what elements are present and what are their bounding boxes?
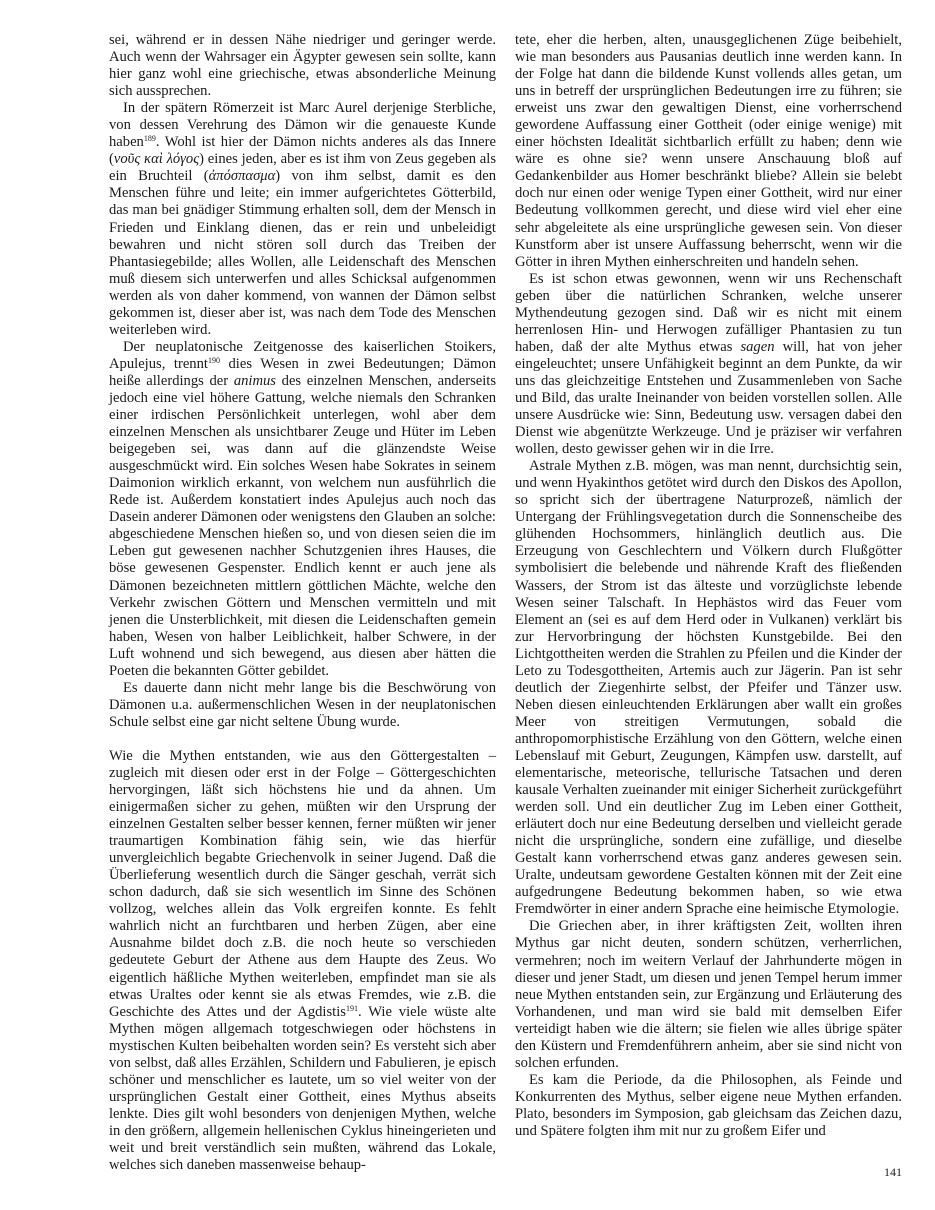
italic-text: sagen [740,338,775,355]
paragraph: Es kam die Periode, da die Philosophen, als Feinde und Konkurrenten des Mythus, selber eigene neue Mythen erfanden. Plato, besonders im Symposion, gab gleichsam das Zeichen dazu, und Spätere folgten ihm mit nur zu großem Eifer und [515,1071,902,1139]
page-number: 141 [884,1165,902,1179]
paragraph: Wie die Mythen entstanden, wie aus den Göttergestalten – zugleich mit diesen oder erst in der Folge – Göttergeschichten hervorgingen, läßt sich höchstens hie und da ahnen. Um einigermaßen sicher zu gehen, müßten wir den Ursprung der einzelnen Gestalten selber besser kennen, ferner müßten wir jener traumartigen Kombination fähig sein, wie das hierfür unvergleichlich begabte Griechenvolk in seiner Jugend. Daß die Überlieferung wesentlich durch die Sänger geschah, verrät sich schon dadurch, daß sie sich wesentlich im Sinne des Schönen vollzog, welches allein das Volk ergreifen konnte. Es fehlt wahrlich nicht an furchtbaren und herben Zügen, aber eine Ausnahme bildet doch z.B. die noch heute so verschieden gedeutete Geburt der Athene aus dem Haupte des Zeus. Wo eigentlich häßliche Mythen weiterleben, empfindet man sie als etwas Uraltes oder kennt sie als etwas Fremdes, wie z.B. die Geschichte des Attes und der Agdistis$^{191}$. Wie viele wüste alte Mythen mögen allgemach totgeschwiegen oder höchstens in mystischen Kulten beibehalten worden sein? Es versteht sich aber von selbst, daß alles Erzählen, Schildern und Fabulieren, je episch schöner und menschlicher es lautete, um so viel weiter von der ursprünglichen Gestalt einer Gottheit, eines Mythus abseits lenkte. Dies gilt wohl besonders von denjenigen Mythen, welche in den größern, allgemein hellenischen Cyklus hineingerieten und weit und breit verständlich sein mußten, während das Lokale, welches sich daneben massenweise behaup- [109,747,496,1174]
paragraph: Es dauerte dann nicht mehr lange bis die Beschwörung von Dämonen u.a. außermenschlichen Wesen in der neuplatonischen Schule selbst eine gar nicht seltene Übung wurde. [109,679,496,730]
italic-text: animus [233,372,276,389]
footnote-ref: 189 [143,134,156,144]
paragraph: In der spätern Römerzeit ist Marc Aurel derjenige Sterbliche, von dessen Verehrung des Dämon wir die genaueste Kunde haben$^{189}$. Wohl ist hier der Dämon nichts anderes als das Innere (νοῦς καὶ λόγος) eines jeden, aber es ist ihm von Zeus gegeben als ein Bruchteil (ἀπόσπασμα) von ihm selbst, damit es den Menschen führe und leite; ein immer aufgerichtetes Götterbild, das man bei gnädiger Stimmung erhalten soll, dem der Mensch in Frieden und Einklang dienen, das er rein und unbeleidigt bewahren und nicht stören soll durch das Treiben der Phantasiegebilde; alles Wollen, alle Leidenschaft des Menschen muß diesem sich unterwerfen und alles Schicksal aufgenommen werden als von daher kommend, von wannen der Dämon selbst gekommen ist, dieser aber ist, was nach dem Tode des Menschen weiterleben wird. [109,100,496,338]
italic-text: ἀπόσπασμα [208,168,276,185]
paragraph: tete, eher die herben, alten, unausgeglichenen Züge beibehielt, wie man besonders aus Pausanias deutlich inne werden kann. In der Folge hat dann die bildende Kunst vollends alles getan, um uns in betreff der ursprünglichen Bedeutungen irre zu führen; sie erweist uns zwar den gewaltigen Dienst, eine vorherrschend gewordene Auffassung einer Gottheit (oder einige wenige) mit einer höchsten Idealität sichtbarlich erfüllt zu haben; denn wie wäre es ohne sie? wenn unsere Anschauung bloß auf Gedankenbilder aus Homer beschränkt bliebe? Allein sie belebt doch nur einen oder wenige Typen einer Gottheit, wird nur einer Bedeutung vollkommen gerecht, und diese wird viel eher eine sehr abgeleitete als eine ursprüngliche gewesen sein. Von dieser Kunstform aber ist unsere Auffassung beherrscht, wenn wir die Götter in ihren Mythen einherschreiten und handeln sehen. [515,32,902,270]
paragraph: Der neuplatonische Zeitgenosse des kaiserlichen Stoikers, Apulejus, trennt$^{190}$ dies Wesen in zwei Bedeutungen; Dämon heiße allerdings der animus des einzelnen Menschen, anderseits jedoch eine viel höhere Gattung, welche niemals den Schranken einer irdischen Persönlichkeit unterlegen, wohl aber dem einzelnen Menschen als unsichtbarer Zeuge und Hüter im Leben beigegeben sei, was dann auf die glänzendste Weise ausgeschmückt wird. Ein solches Wesen habe Sokrates in seinem Daimonion wirklich erkannt, von welchem nun ausführlich die Rede ist. Außerdem konstatiert indes Apulejus auch noch das Dasein anderer Dämonen oder wenigstens den Glauben an solche: abgeschiedene Menschen hießen so, und von diesen seien die im Leben gut gewesenen nachher Schutzgenien ihres Hauses, die böse gewesenen Gespenster. Endlich kennt er auch jene als Dämonen bezeichneten mittlern göttlichen Mächte, welche den Verkehr zwischen Göttern und Menschen vermitteln und mit jenen die Unsterblichkeit, mit diesen die Leidenschaften gemein haben, Wesen von halber Leiblichkeit, halber Schwere, in der Luft wohnend und sich bewegend, aus diesen aber hätten die Poeten die bekannten Götter gebildet. [109,338,497,679]
right-column [515,32,902,1140]
paragraph: sei, während er in dessen Nähe niedriger und geringer werde. Auch wenn der Wahrsager ein Ägypter gewesen sein sollte, kann hier ganz wohl eine griechische, etwas absonderliche Meinung sich aussprechen. [109,32,496,100]
footnote-ref: 190 [207,355,220,365]
paragraph: Es ist schon etwas gewonnen, wenn wir uns Rechenschaft geben über die natürlichen Schranken, welche unserer Mythendeutung gezogen sind. Daß wir es nicht mit einem herrenlosen Hin- und Herwogen zufälliger Phantasien zu tun haben, daß der alte Mythus etwas sagen will, hat von jeher eingeleuchtet; unsere Unfähigkeit beginnt an dem Punkte, da wir uns das gleichzeitige Entstehen und Zusammenleben von Sache und Bild, das uralte Ineinander von beiden vorstellen sollen. Alle unsere Ausdrücke wie: Sinn, Bedeutung usw. versagen dabei den Dienst wie abgenützte Werkzeuge. Und je präziser wir verfahren wollen, desto gewisser gehen wir in die Irre. [515,270,902,458]
left-column [109,32,496,1174]
footnote-ref: 191 [345,1003,358,1013]
paragraph: Die Griechen aber, in ihrer kräftigsten Zeit, wollten ihren Mythus gar nicht deuten, sondern schützen, verherrlichen, vermehren; noch im weitern Verlauf der Jahrhunderte mögen in dieser und jener Stadt, um diesen und jenen Tempel herum immer neue Mythen entstanden sein, zur Ergänzung und Erläuterung des Vorhandenen, und man wird sie bald mit demselben Eifer verteidigt haben wie die ältern; sie fielen wie alles übrige später den Küstern und Fremdenführern anheim, aber sie sind nicht von solchen erfunden. [515,918,902,1071]
paragraph: Astrale Mythen z.B. mögen, was man nennt, durchsichtig sein, und wenn Hyakinthos getötet wird durch den Diskos des Apollon, so spricht sich der übertragene Naturprozeß, nämlich der Untergang der Frühlingsvegetation durch die Sonnenscheibe des glühenden Hochsommers, hinlänglich deutlich aus. Die Erzeugung von Geschlechtern und Völkern durch Flußgötter symbolisiert die belebende und nährende Kraft des fließenden Wassers, der Strom ist das älteste und vorzüglichste lebende Wesen seiner Talschaft. In Hephästos wird das Feuer vom Element an (sei es auf dem Herd oder in Vulkanen) verklärt bis zur Hervorbringung der höchsten Kunstgebilde. Bei den Lichtgottheiten werden die Strahlen zu Pfeilen und die Kinder der Leto zu Todesgottheiten, Artemis auch zur Jägerin. Pan ist sehr deutlich der Ziegenhirte selbst, der Pfeifer und Tänzer usw. Neben diesen einleuchtenden Erklärungen aber wallt ein großes Meer von streitigen Vermutungen, sobald die anthropomorphistische Erzählung von den Göttern, welche einen Lebenslauf mit Geburt, Zeugungen, Kämpfen usw. darstellt, auf elementarische, meteorische, tellurische Tatsachen und deren kausale Verhalten zueinander mit einiger Sicherheit zurückgeführt werden soll. Und ein deutlicher Zug im Leben einer Gottheit, erläutert doch nur eine Bedeutung derselben und vielleicht gerade nicht die ursprüngliche, sondern eine zufällige, und dieselbe Gestalt kann vorherrschend etwas ganz anderes gewesen sein. Uralte, undeutsam gewordene Gestalten können mit der Zeit eine aufgedrungene Bedeutung bekommen haben, so wie etwa Fremdwörter in einer andern Sprache eine heimische Etymologie. [515,458,902,918]
italic-text: νοῦς καὶ λόγος [113,151,200,168]
